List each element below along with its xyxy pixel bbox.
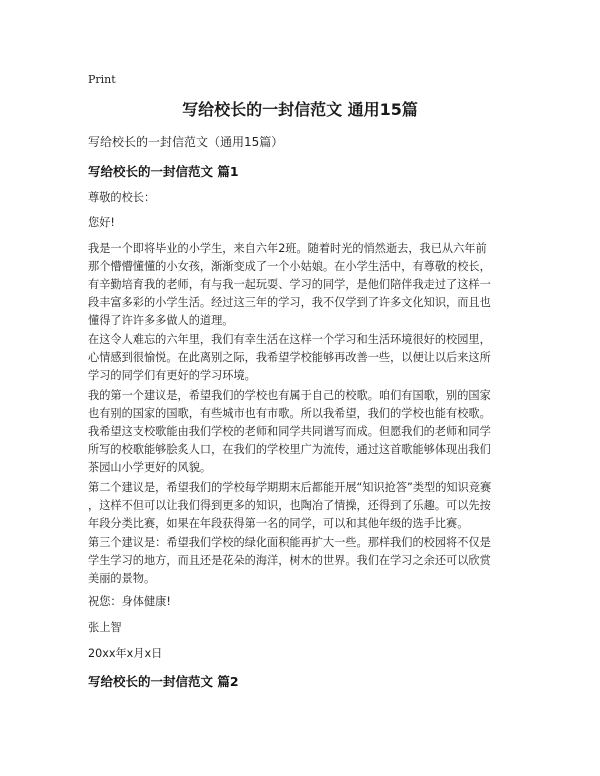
paragraph-line: 年段分类比赛，如果在年段获得第一名的同学，可以和其他年级的选手比赛。 xyxy=(88,517,469,530)
signature: 张上智 xyxy=(88,621,122,634)
paragraph-line: 在这令人难忘的六年里，我们有幸生活在这样一个学习和生活环境很好的校园里， xyxy=(88,333,491,346)
paragraph-line: 心情感到很愉悦。在此离别之际，我希望学校能够再改善一些，以便让以后来这所 xyxy=(88,351,491,364)
paragraph-line: ，这样不但可以让我们得到更多的知识，也陶冶了情操，还得到了乐趣。可以先按 xyxy=(88,499,491,512)
paragraph-line: 茶园山小学更好的风貌。 xyxy=(88,461,212,474)
paragraph-line: 我希望这支校歌能由我们学校的老师和同学共同谱写而成。但愿我们的老师和同学 xyxy=(88,425,491,438)
section-heading-2: 写给校长的一封信范文 篇2 xyxy=(88,674,239,689)
salutation: 尊敬的校长： xyxy=(88,191,156,204)
paragraph-line: 第三个建议是：希望我们学校的绿化面积能再扩大一些。那样我们的校园将不仅是 xyxy=(88,536,491,549)
paragraph-line: 学生学习的地方，而且还是花朵的海洋，树木的世界。我们在学习之余还可以欣赏 xyxy=(88,554,491,567)
paragraph-line: 懂得了许许多多做人的道理。 xyxy=(88,314,234,327)
paragraph-line: 那个懵懵懂懂的小女孩，渐渐变成了一个小姑娘。在小学生活中，有尊敬的校长， xyxy=(88,260,491,273)
date: 20xx年x月x日 xyxy=(88,647,163,660)
paragraph-line: 我是一个即将毕业的小学生，来自六年2班。随着时光的悄然逝去，我已从六年前 xyxy=(88,242,487,255)
greeting: 您好! xyxy=(88,216,115,229)
paragraph-line: 美丽的景物。 xyxy=(88,572,156,585)
paragraph-line: 我的第一个建议是，希望我们的学校也有属于自己的校歌。咱们有国歌，别的国家 xyxy=(88,389,491,402)
document-subtitle: 写给校长的一封信范文（通用15篇） xyxy=(88,135,284,149)
document-title: 写给校长的一封信范文 通用15篇 xyxy=(182,100,418,119)
section-heading-1: 写给校长的一封信范文 篇1 xyxy=(88,164,239,179)
paragraph-line: 有辛勤培育我的老师，有与我一起玩耍、学习的同学，是他们陪伴我走过了这样一 xyxy=(88,278,491,291)
paragraph-line: 也有别的国家的国歌，有些城市也有市歌。所以我希望，我们的学校也能有校歌。 xyxy=(88,407,491,420)
print-label: Print xyxy=(88,73,116,86)
paragraph-line: 学习的同学们有更好的学习环境。 xyxy=(88,369,256,382)
closing: 祝您：身体健康! xyxy=(88,595,171,608)
paragraph-line: 第二个建议是，希望我们的学校每学期期末后都能开展“知识抢答”类型的知识竞赛 xyxy=(88,481,492,494)
paragraph-line: 所写的校歌能够脍炙人口，在我们的学校里广为流传，通过这首歌能够体现出我们 xyxy=(88,443,491,456)
paragraph-line: 段丰富多彩的小学生活。经过这三年的学习，我不仅学到了许多文化知识，而且也 xyxy=(88,296,491,309)
